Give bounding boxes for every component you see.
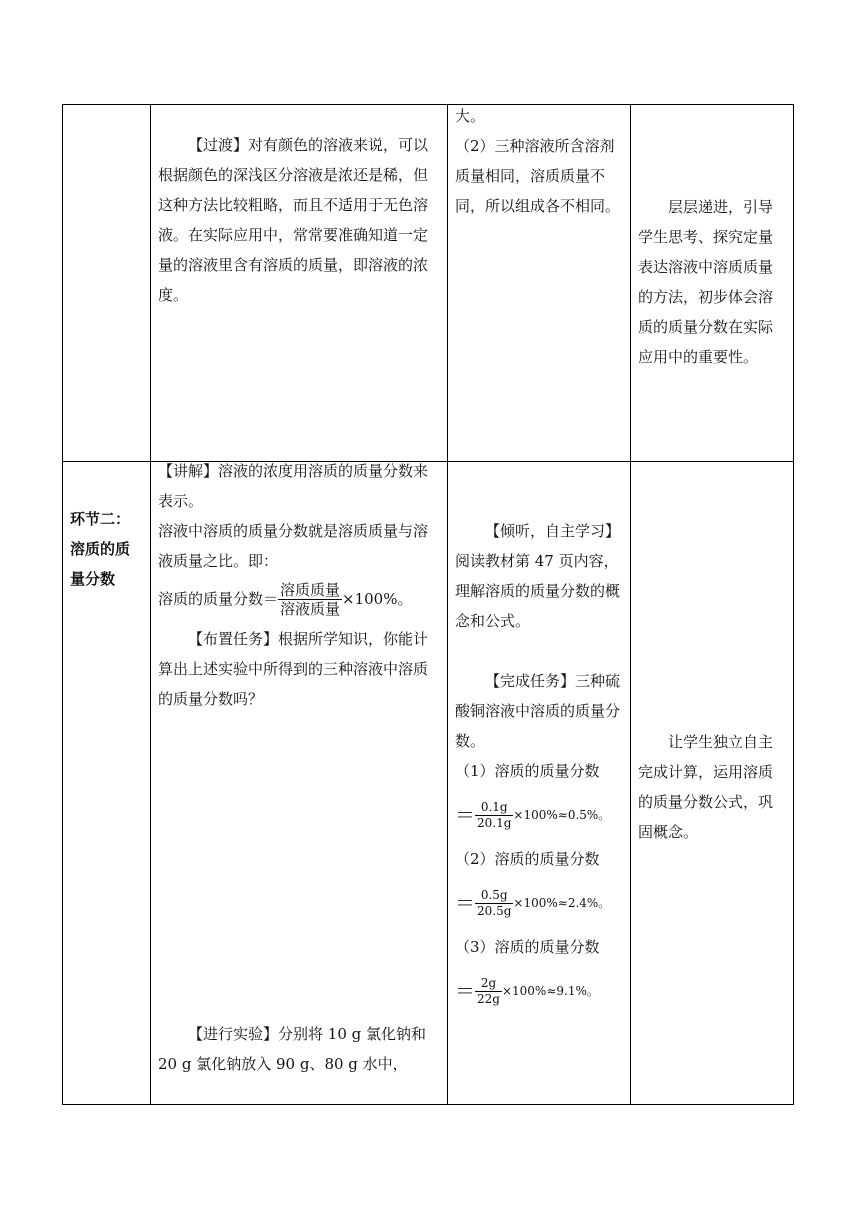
stage-name-part2: 量分数 — [70, 570, 116, 588]
stage-name-part1: 溶质的质 — [70, 540, 131, 558]
calc2-equals: ＝ — [455, 891, 475, 915]
task-text: 根据所学知识，你能计算出上述实验中所得到的三种溶液中溶质的质量分数吗？ — [158, 630, 429, 708]
finish-text: 三种硫酸铜溶液中溶质的质量分数。 — [455, 672, 621, 750]
design-intent-text-2: 让学生独立自主完成计算，运用溶质的质量分数公式，巩固概念。 — [638, 733, 774, 841]
calc1-result: ×100%≈0.5%。 — [513, 808, 611, 822]
design-intent-row2 — [638, 727, 786, 847]
student-activity-row2 — [455, 516, 625, 1020]
calc2-result: ×100%≈2.4%。 — [513, 896, 611, 910]
finish-tag: 【完成任务】 — [485, 672, 576, 690]
stage-title — [70, 504, 148, 594]
table-border-right — [793, 104, 794, 1105]
formula-lhs: 溶质的质量分数＝ — [158, 590, 279, 608]
student-activity-row1 — [455, 101, 625, 221]
task-tag: 【布置任务】 — [188, 630, 279, 648]
calc2-denominator: 20.5g — [477, 903, 512, 918]
explain-text: 溶液的浓度用溶质的质量分数来表示。 — [158, 462, 429, 510]
table-border-left — [62, 104, 63, 1105]
table-border-bottom — [62, 1104, 794, 1105]
analysis-point-2: （2）三种溶液所含溶剂质量相同，溶质质量不同，所以组成各不相同。 — [455, 137, 621, 215]
transition-paragraph — [158, 130, 440, 310]
calc1-formula — [455, 786, 625, 844]
calc2-numerator: 0.5g — [475, 888, 513, 904]
formula-denominator: 溶液质量 — [280, 599, 341, 618]
calc1-denominator: 20.1g — [477, 815, 512, 830]
column-divider — [630, 104, 631, 1105]
mass-fraction-formula — [158, 576, 440, 622]
design-intent-row1 — [638, 192, 786, 372]
calc1-equals: ＝ — [455, 803, 475, 827]
stage-label: 环节二： — [70, 510, 131, 528]
calc3-fraction — [475, 976, 502, 1007]
experiment-tag: 【进行实验】 — [188, 1025, 279, 1043]
calc3-equals: ＝ — [455, 979, 475, 1003]
experiment-paragraph — [158, 1019, 440, 1079]
listen-text: 阅读教材第 47 页内容，理解溶质的质量分数的概念和公式。 — [455, 552, 621, 630]
calc2-formula — [455, 874, 625, 932]
continued-text: 大。 — [455, 107, 486, 125]
table-border-top — [62, 104, 794, 105]
calc2-label: （2）溶质的质量分数 — [455, 850, 600, 868]
formula-fraction — [278, 581, 342, 618]
formula-rhs: ×100%。 — [342, 590, 413, 608]
column-divider — [150, 104, 151, 1105]
formula-numerator: 溶质质量 — [280, 580, 341, 599]
transition-text: 对有颜色的溶液来说，可以根据颜色的深浅区分溶液是浓还是稀，但这种方法比较粗略，而且不适用于无色溶液。在实际应用中，常常要准确知道一定量的溶液里含有溶质的质量，即溶液的浓度。 — [158, 136, 429, 304]
calc3-numerator: 2g — [475, 976, 502, 992]
explain-tag: 【讲解】 — [158, 462, 219, 480]
column-divider — [447, 104, 448, 1105]
calc3-label: （3）溶质的质量分数 — [455, 938, 600, 956]
teacher-activity-row2 — [158, 456, 440, 714]
calc1-numerator: 0.1g — [475, 800, 513, 816]
design-intent-text: 层层递进，引导学生思考、探究定量表达溶液中溶质质量的方法，初步体会溶质的质量分数在实际应用中的重要性。 — [638, 198, 774, 366]
calc1-label: （1）溶质的质量分数 — [455, 762, 600, 780]
experiment-text: 分别将 10 g 氯化钠和 20 g 氯化钠放入 90 g、80 g 水中， — [158, 1025, 427, 1073]
listen-tag: 【倾听，自主学习】 — [485, 522, 621, 540]
calc3-denominator: 22g — [477, 991, 500, 1006]
calc3-formula — [455, 962, 625, 1020]
calc3-result: ×100%≈9.1%。 — [501, 984, 599, 998]
calc1-fraction — [475, 800, 513, 831]
transition-tag: 【过渡】 — [188, 136, 249, 154]
lesson-table — [62, 104, 794, 1105]
definition-text: 溶液中溶质的质量分数就是溶质质量与溶液质量之比。即： — [158, 522, 429, 570]
calc2-fraction — [475, 888, 513, 919]
